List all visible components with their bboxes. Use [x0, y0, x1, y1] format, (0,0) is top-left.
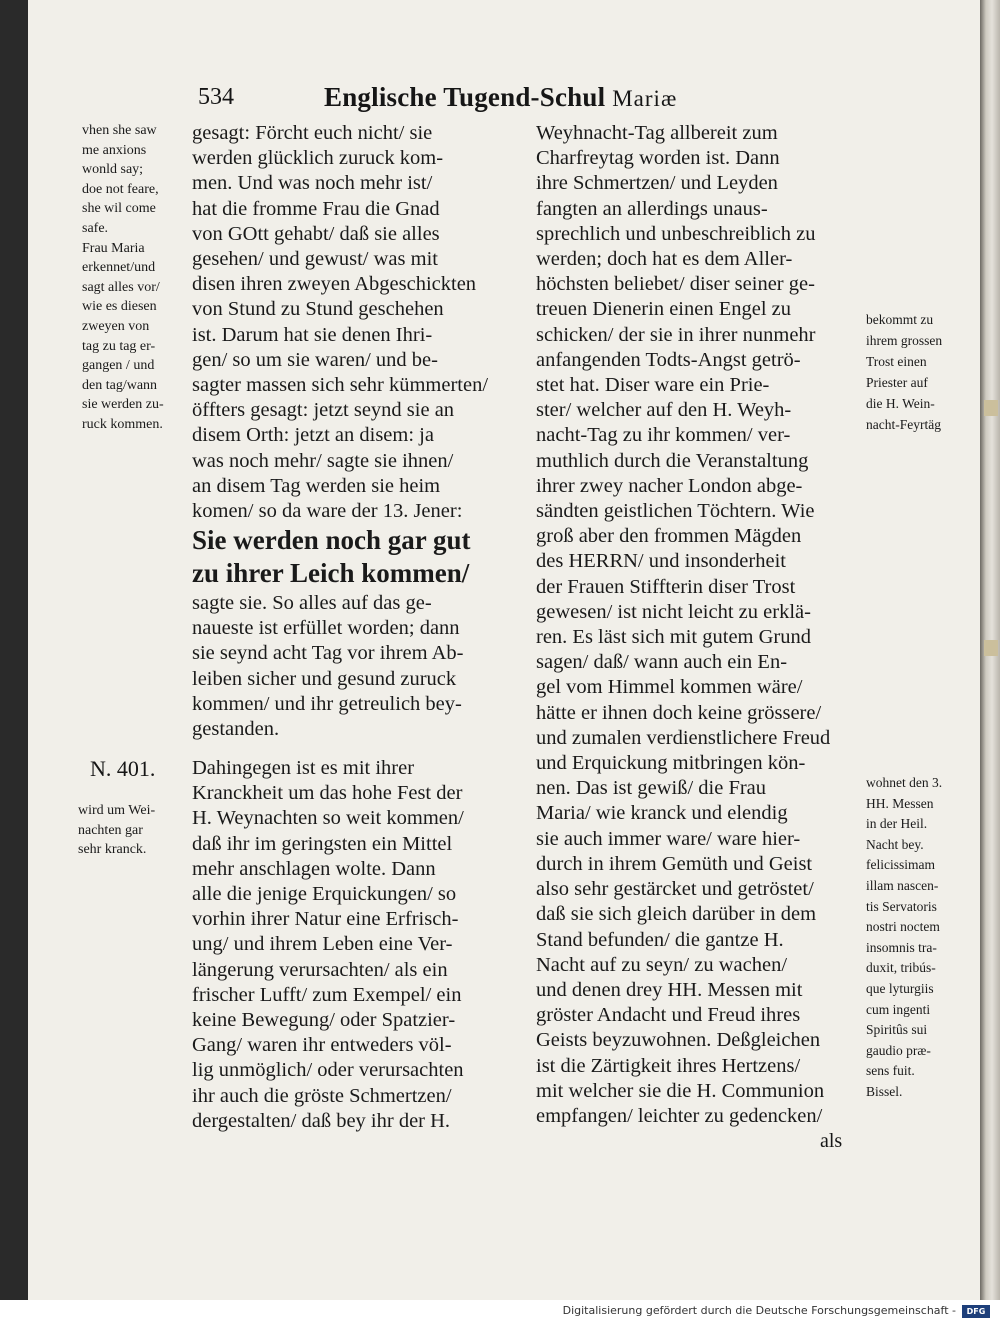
text-line: keine Bewegung/ oder Spatzier-	[192, 1009, 456, 1032]
text-line: nachten gar	[78, 822, 143, 838]
text-line: nostri noctem	[866, 919, 940, 935]
text-line: werden glücklich zuruck kom-	[192, 147, 444, 170]
column-1-paragraph-1-end	[192, 591, 522, 742]
text-line: sagen/ daß/ wann auch ein En-	[536, 651, 788, 674]
text-line: ung/ und ihrem Leben eine Ver-	[192, 933, 453, 956]
text-line: sprechlich und unbeschreiblich zu	[536, 222, 816, 245]
text-line: muthlich durch die Veranstaltung	[536, 449, 809, 472]
running-title-caps: Mariæ	[612, 86, 678, 111]
text-line: sens fuit.	[866, 1063, 915, 1079]
text-line: zu ihrer Leich kommen/	[192, 558, 470, 588]
text-line: Nacht bey.	[866, 836, 924, 852]
text-line: wird um Wei-	[78, 803, 156, 818]
text-line: safe.	[82, 220, 109, 236]
text-line: gen/ so um sie waren/ und be-	[192, 348, 438, 371]
text-line: cum ingenti	[866, 1001, 931, 1017]
text-line: Charfreytag worden ist. Dann	[536, 147, 780, 170]
text-line: Stand befunden/ die gantze H.	[536, 928, 784, 951]
text-line: sagt alles vor/	[82, 279, 160, 295]
text-line: gröster Andacht und Freud ihres	[536, 1004, 801, 1027]
running-title	[324, 82, 677, 113]
text-line: leiben sicher und gesund zuruck	[192, 667, 457, 690]
text-line: Spiritûs sui	[866, 1022, 928, 1038]
text-line: des HERRN/ und insonderheit	[536, 550, 786, 573]
text-line: Bissel.	[866, 1083, 903, 1099]
margin-note-left-top	[82, 121, 192, 435]
text-line: höchsten beliebet/ diser seiner ge-	[536, 273, 815, 296]
text-line: me anxions	[82, 142, 147, 158]
text-line: tag zu tag er-	[82, 338, 156, 354]
text-line: anfangenden Todts-Angst getrö-	[536, 348, 801, 371]
text-line: daß sie sich gleich darüber in dem	[536, 903, 817, 926]
funding-notice: Digitalisierung gefördert durch die Deutsche Forschungsgemeinschaft -	[562, 1304, 956, 1317]
text-line: HH. Messen	[866, 795, 934, 811]
text-line: ihrer zwey nacher London abge-	[536, 474, 803, 497]
text-line: vorhin ihrer Natur eine Erfrisch-	[192, 908, 459, 931]
text-line: groß aber den frommen Mägden	[536, 525, 802, 548]
text-line: von GOtt gehabt/ daß sie alles	[192, 222, 440, 245]
text-line: gestanden.	[192, 718, 280, 741]
text-line: hätte er ihnen doch keine grössere/	[536, 701, 822, 724]
text-line: ist. Darum hat sie denen Ihri-	[192, 323, 433, 346]
text-line: naueste ist erfüllet worden; dann	[192, 617, 460, 640]
text-line: Priester auf	[866, 375, 928, 390]
text-line: von Stund zu Stund geschehen	[192, 298, 444, 321]
edge-tab	[984, 640, 998, 656]
text-line: Dahingegen ist es mit ihrer	[192, 757, 415, 779]
text-line: komen/ so da ware der 13. Jener:	[192, 500, 463, 523]
text-line: ruck kommen.	[82, 416, 163, 432]
text-line: daß ihr im geringsten ein Mittel	[192, 832, 453, 855]
text-line: sagter massen sich sehr kümmerten/	[192, 374, 489, 397]
text-line: was noch mehr/ sagte sie ihnen/	[192, 449, 454, 472]
text-line: ihre Schmertzen/ und Leyden	[536, 172, 778, 195]
text-line: wohnet den 3.	[866, 775, 943, 790]
text-line: den tag/wann	[82, 377, 158, 393]
text-line: sändten geistlichen Töchtern. Wie	[536, 500, 815, 523]
text-line: gangen / und	[82, 358, 155, 374]
text-line: nacht-Feyrtäg	[866, 417, 941, 432]
text-line: nacht-Tag zu ihr kommen/ ver-	[536, 424, 791, 447]
text-line: bekommt zu	[866, 312, 934, 327]
text-line: ster/ welcher auf den H. Weyh-	[536, 399, 792, 422]
text-line: durch in ihrem Gemüth und Geist	[536, 852, 813, 875]
text-line: tis Servatoris	[866, 898, 937, 914]
text-line: und zumalen verdienstlichere Freud	[536, 726, 831, 749]
book-edge	[980, 0, 1000, 1300]
text-line: erkennet/und	[82, 260, 156, 276]
text-line: gel vom Himmel kommen wäre/	[536, 676, 803, 699]
text-line: lig unmöglich/ oder verursachten	[192, 1059, 464, 1082]
book-page	[28, 0, 980, 1300]
column-1-paragraph-2	[192, 756, 522, 1134]
text-line: treuen Dienerin einen Engel zu	[536, 298, 791, 321]
text-line: der Frauen Stiffterin diser Trost	[536, 575, 796, 598]
text-line: zweyen von	[82, 318, 150, 334]
margin-note-left-bottom	[78, 801, 188, 860]
dfg-logo: DFG	[962, 1305, 990, 1318]
footer-bar	[0, 1300, 1000, 1323]
text-line: men. Und was noch mehr ist/	[192, 172, 433, 195]
text-line: Maria/ wie kranck und elendig	[536, 802, 788, 825]
text-line: gewesen/ ist nicht leicht zu erklä-	[536, 600, 811, 623]
text-line: werden; doch hat es dem Aller-	[536, 248, 793, 271]
text-line: vhen she saw	[82, 123, 157, 138]
text-line: Sie werden noch gar gut	[192, 525, 471, 555]
column-1-emphasis	[192, 524, 522, 590]
text-line: Gang/ waren ihr entweders völ-	[192, 1034, 452, 1057]
text-line: doe not feare,	[82, 181, 159, 197]
text-line: gesagt: Förcht euch nicht/ sie	[192, 122, 433, 144]
text-line: sagte sie. So alles auf das ge-	[192, 592, 432, 614]
text-line: frischer Lufft/ zum Exempel/ ein	[192, 983, 462, 1006]
text-line: mehr anschlagen wolte. Dann	[192, 857, 436, 880]
text-line: sie auch immer ware/ ware hier-	[536, 827, 801, 850]
text-line: illam nascen-	[866, 877, 939, 893]
text-line: an disem Tag werden sie heim	[192, 474, 441, 497]
text-line: que lyturgiis	[866, 980, 934, 996]
text-line: fangten an allerdings unaus-	[536, 197, 768, 220]
text-line: sie werden zu-	[82, 397, 164, 413]
text-line: Nacht auf zu seyn/ zu wachen/	[536, 953, 788, 976]
text-line: die H. Wein-	[866, 396, 935, 411]
page-header	[28, 78, 980, 118]
text-line: und Erquickung mitbringen kön-	[536, 752, 806, 775]
text-line: sie seynd acht Tag vor ihrem Ab-	[192, 642, 464, 665]
text-line: also sehr gestärcket und getröstet/	[536, 878, 814, 901]
column-2-text	[536, 121, 869, 1129]
text-line: felicissimam	[866, 857, 935, 873]
text-line: schicken/ der sie in ihrer nunmehr	[536, 323, 816, 346]
text-line: ist die Zärtigkeit ihres Hertzens/	[536, 1054, 801, 1077]
text-line: kommen/ und ihr getreulich bey-	[192, 692, 462, 715]
page-number: 534	[198, 84, 234, 110]
edge-tab	[984, 400, 998, 416]
text-line: stet hat. Diser ware ein Prie-	[536, 374, 770, 397]
running-title-main: Englische Tugend-Schul	[324, 82, 606, 112]
text-line: wonld say;	[82, 162, 144, 178]
text-line: Geists beyzuwohnen. Deßgleichen	[536, 1029, 821, 1052]
text-line: Weyhnacht-Tag allbereit zum	[536, 122, 778, 144]
text-line: empfangen/ leichter zu gedencken/	[536, 1104, 823, 1127]
catchword: als	[820, 1130, 843, 1152]
text-line: duxit, tribús-	[866, 960, 936, 976]
text-line: hat die fromme Frau die Gnad	[192, 197, 440, 220]
text-line: dergestalten/ daß bey ihr der H.	[192, 1109, 451, 1132]
text-line: längerung verursachten/ als ein	[192, 958, 448, 981]
text-line: alle die jenige Erquickungen/ so	[192, 883, 457, 906]
text-line: wie es diesen	[82, 299, 157, 315]
text-line: sehr kranck.	[78, 842, 147, 858]
text-line: Kranckheit um das hohe Fest der	[192, 782, 463, 805]
column-1-paragraph-1	[192, 121, 522, 524]
text-line: insomnis tra-	[866, 939, 937, 955]
text-line: öffters gesagt: jetzt seynd sie an	[192, 399, 455, 422]
text-line: nen. Das ist gewiß/ die Frau	[536, 777, 767, 800]
text-line: Frau Maria	[82, 240, 145, 256]
margin-note-right-top	[866, 309, 984, 435]
text-line: ihr auch die gröste Schmertzen/	[192, 1084, 452, 1107]
text-line: she wil come	[82, 201, 156, 217]
text-line: mit welcher sie die H. Communion	[536, 1079, 825, 1102]
text-line: in der Heil.	[866, 816, 928, 832]
text-line: gaudio præ-	[866, 1042, 931, 1058]
text-line: ihrem grossen	[866, 333, 943, 348]
text-line: Trost einen	[866, 354, 927, 369]
text-line: gesehen/ und gewust/ was mit	[192, 248, 438, 271]
margin-note-right-bottom	[866, 773, 984, 1103]
text-line: ren. Es läst sich mit gutem Grund	[536, 626, 811, 649]
text-line: disen ihren zweyen Abgeschickten	[192, 273, 477, 296]
section-number: N. 401.	[90, 756, 156, 781]
text-line: und denen drey HH. Messen mit	[536, 978, 803, 1001]
text-line: H. Weynachten so weit kommen/	[192, 807, 464, 830]
text-line: disem Orth: jetzt an disem: ja	[192, 424, 434, 447]
